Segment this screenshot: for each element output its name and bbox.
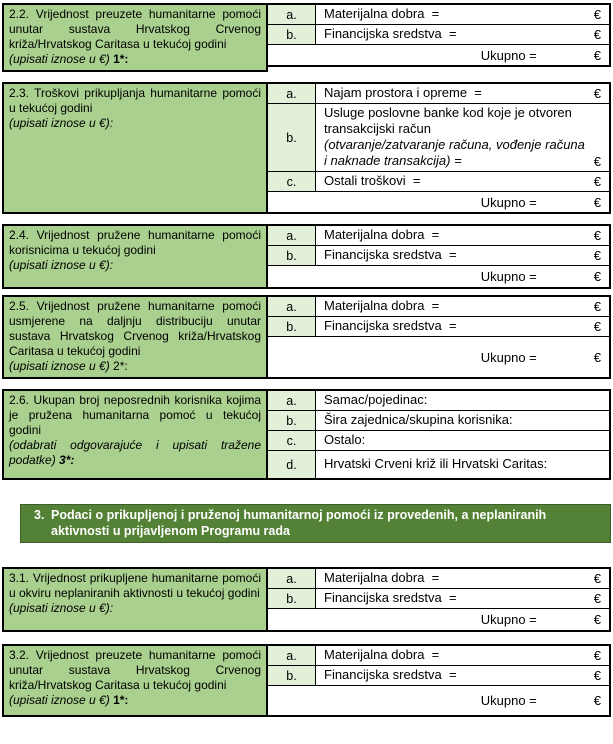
section-label-text: 2.3. Troškovi prikupljanja humanitarne pomoći u tekućoj godini	[9, 86, 261, 115]
total-cell[interactable]	[268, 609, 609, 630]
label-note-segment: (upisati iznose u €)	[9, 693, 110, 707]
section-3.2	[2, 644, 611, 717]
row-text-segment: Ostali troškovi =	[324, 173, 421, 188]
row-letter-cell	[268, 646, 316, 665]
row-value-cell[interactable]	[316, 246, 609, 265]
row-text-segment: Financijska sredstva =	[324, 590, 457, 605]
euro-sign: €	[593, 248, 601, 263]
row-text	[324, 432, 589, 448]
section-table	[268, 82, 611, 214]
table-row	[268, 104, 609, 172]
table-row	[268, 317, 609, 337]
euro-sign: €	[593, 154, 601, 169]
row-text-segment: Najam prostora i opreme =	[324, 85, 482, 100]
section-table	[268, 3, 611, 67]
row-letter: b.	[286, 413, 297, 428]
row-letter: b.	[286, 130, 297, 145]
table-total-row	[268, 192, 609, 212]
row-text-segment: Materijalna dobra =	[324, 298, 440, 313]
section-label	[2, 644, 268, 717]
row-letter-cell	[268, 226, 316, 245]
section-label-note	[9, 359, 261, 374]
total-label: Ukupno =	[480, 269, 537, 284]
euro-sign: €	[593, 228, 601, 243]
row-text	[324, 26, 589, 42]
row-text-segment: Materijalna dobra =	[324, 6, 440, 21]
row-text	[324, 667, 589, 683]
label-note-segment: 1*:	[113, 693, 129, 707]
label-note-segment: 2*:	[109, 359, 128, 373]
row-letter: c.	[286, 174, 297, 189]
table-row	[268, 451, 609, 478]
row-letter: d.	[286, 457, 297, 472]
part3-header-number: 3.	[34, 508, 45, 522]
section-2.2	[2, 3, 611, 72]
table-total-row	[268, 609, 609, 630]
row-value-cell[interactable]	[316, 391, 609, 410]
row-text-segment: Samac/pojedinac:	[324, 392, 428, 407]
section-table	[268, 644, 611, 717]
row-text	[324, 227, 589, 243]
row-value-cell[interactable]	[316, 451, 609, 478]
euro-sign: €	[593, 349, 601, 365]
row-letter: a.	[286, 86, 297, 101]
row-value-cell[interactable]	[316, 84, 609, 103]
section-label-note	[9, 438, 265, 468]
row-text	[324, 456, 547, 472]
total-label: Ukupno =	[480, 612, 537, 627]
row-letter: b.	[286, 248, 297, 263]
row-text	[324, 298, 589, 314]
row-letter-cell	[268, 5, 316, 24]
row-letter-cell	[268, 451, 316, 478]
table-row	[268, 84, 609, 104]
row-letter-cell	[268, 104, 316, 171]
section-2.3	[2, 82, 611, 214]
label-note-segment: (upisati iznose u €)	[9, 52, 110, 66]
total-label: Ukupno =	[480, 693, 537, 708]
row-text	[324, 85, 589, 101]
table-total-row	[268, 45, 609, 65]
table-total-row	[268, 266, 609, 287]
row-text-segment: Hrvatski Crveni križ ili Hrvatski Caritas:	[324, 456, 548, 471]
section-label-note	[9, 601, 261, 616]
row-letter: a.	[286, 7, 297, 22]
label-note-segment: (upisati iznose u €)	[9, 359, 110, 373]
row-text-segment: Ostalo:	[324, 432, 366, 447]
euro-sign: €	[593, 86, 601, 101]
row-value-cell[interactable]	[316, 104, 609, 171]
row-letter-cell	[268, 666, 316, 685]
table-row	[268, 25, 609, 45]
row-letter: a.	[286, 571, 297, 586]
euro-sign: €	[593, 194, 601, 210]
label-note-segment: (upisati iznose u €):	[9, 116, 114, 130]
table-row	[268, 646, 609, 666]
euro-sign: €	[593, 299, 601, 314]
section-label-note	[9, 52, 261, 67]
row-text	[324, 647, 589, 663]
euro-sign: €	[593, 668, 601, 683]
table-row	[268, 172, 609, 192]
row-value-cell[interactable]	[316, 317, 609, 336]
total-cell[interactable]	[268, 686, 609, 715]
row-letter: b.	[286, 591, 297, 606]
total-cell[interactable]	[268, 192, 609, 212]
section-label-text: 2.5. Vrijednost pružene humanitarne pomoći usmjerene na daljnju distribuciju unutar sustava Hrvatskog Crvenog križa/Hrvatskog Caritasa u tekućoj godini	[9, 299, 261, 358]
euro-sign: €	[593, 7, 601, 22]
row-value-cell[interactable]	[316, 411, 609, 430]
row-text	[324, 318, 589, 334]
section-table	[268, 389, 611, 480]
row-text	[324, 6, 589, 22]
total-cell[interactable]	[268, 266, 609, 287]
row-text	[324, 590, 589, 606]
part2-sections	[2, 3, 611, 480]
row-letter-cell	[268, 25, 316, 44]
row-text-segment: Financijska sredstva =	[324, 247, 457, 262]
row-letter-cell	[268, 431, 316, 450]
part3-sections	[2, 567, 611, 717]
table-row	[268, 246, 609, 266]
part3-header	[20, 504, 611, 543]
euro-sign: €	[593, 591, 601, 606]
euro-sign: €	[593, 571, 601, 586]
table-row	[268, 5, 609, 25]
section-label	[2, 567, 268, 632]
row-value-cell[interactable]	[316, 25, 609, 44]
row-letter: b.	[286, 27, 297, 42]
section-label-text: 2.6. Ukupan broj neposrednih korisnika kojima je pružena humanitarna pomoć u tekućoj godini	[9, 393, 261, 437]
section-label	[2, 295, 268, 379]
row-text	[324, 570, 589, 586]
row-letter-cell	[268, 172, 316, 191]
row-text-segment: Financijska sredstva =	[324, 318, 457, 333]
total-cell[interactable]	[268, 45, 609, 65]
table-row	[268, 569, 609, 589]
row-letter-cell	[268, 84, 316, 103]
row-value-cell[interactable]	[316, 646, 609, 665]
table-row	[268, 226, 609, 246]
section-label-note	[9, 258, 261, 273]
section-table	[268, 295, 611, 379]
total-cell[interactable]	[268, 337, 609, 377]
row-value-cell[interactable]	[316, 666, 609, 685]
row-value-cell[interactable]	[316, 5, 609, 24]
row-letter: b.	[286, 668, 297, 683]
row-text	[324, 247, 589, 263]
euro-sign: €	[593, 174, 601, 189]
table-total-row	[268, 337, 609, 377]
row-letter-cell	[268, 411, 316, 430]
euro-sign: €	[593, 47, 601, 63]
row-letter: a.	[286, 228, 297, 243]
section-label	[2, 224, 268, 289]
section-table	[268, 567, 611, 632]
row-value-cell[interactable]	[316, 172, 609, 191]
table-row	[268, 589, 609, 609]
section-label-text: 3.2. Vrijednost preuzete humanitarne pomoći unutar sustava Hrvatskog Crvenog križa/Hrvatskog Caritasa u tekućoj godini	[9, 648, 261, 692]
row-letter-cell	[268, 317, 316, 336]
section-label-text: 2.2. Vrijednost preuzete humanitarne pomoći unutar sustava Hrvatskog Crvenog križa/Hrvatskog Caritasa u tekućoj godini	[9, 7, 261, 51]
row-value-cell[interactable]	[316, 431, 609, 450]
euro-sign: €	[593, 612, 601, 627]
row-text-segment: Financijska sredstva =	[324, 26, 457, 41]
euro-sign: €	[593, 648, 601, 663]
part3-header-title: Podaci o prikupljenoj i pruženoj humanitarnoj pomoći iz provedenih, a neplaniranih aktivnosti u prijavljenom Programu rada	[51, 508, 547, 538]
row-letter: b.	[286, 319, 297, 334]
label-note-segment: 3*:	[59, 453, 75, 467]
section-2.6	[2, 389, 611, 480]
row-letter: a.	[286, 648, 297, 663]
label-note-segment: (odabrati odgovarajuće i upisati tražene podatke)	[9, 438, 265, 467]
row-text-segment: (otvaranje/zatvaranje računa, vođenje računa i naknade transakcija) =	[324, 137, 589, 168]
row-text-segment: Šira zajednica/skupina korisnika:	[324, 412, 513, 427]
row-text	[324, 392, 589, 408]
row-letter-cell	[268, 297, 316, 316]
row-text-segment: Materijalna dobra =	[324, 570, 440, 585]
euro-sign: €	[593, 269, 601, 284]
row-letter: c.	[286, 433, 297, 448]
total-label: Ukupno =	[480, 349, 537, 365]
euro-sign: €	[593, 319, 601, 334]
section-label	[2, 389, 268, 480]
row-letter: a.	[286, 393, 297, 408]
row-text-segment: Materijalna dobra =	[324, 227, 440, 242]
table-row	[268, 411, 609, 431]
row-letter-cell	[268, 246, 316, 265]
section-label	[2, 3, 268, 72]
table-row	[268, 391, 609, 411]
section-label-note	[9, 693, 261, 708]
row-letter-cell	[268, 391, 316, 410]
total-label: Ukupno =	[480, 47, 537, 63]
section-3.1	[2, 567, 611, 632]
label-note-segment: (upisati iznose u €):	[9, 601, 114, 615]
total-label: Ukupno =	[480, 194, 537, 210]
row-letter-cell	[268, 589, 316, 608]
section-2.4	[2, 224, 611, 289]
table-row	[268, 431, 609, 451]
row-value-cell[interactable]	[316, 226, 609, 245]
table-row	[268, 297, 609, 317]
section-2.5	[2, 295, 611, 379]
row-value-cell[interactable]	[316, 569, 609, 588]
section-label-note	[9, 116, 261, 131]
label-note-segment: 1*:	[113, 52, 129, 66]
section-table	[268, 224, 611, 289]
row-letter-cell	[268, 569, 316, 588]
section-label	[2, 82, 268, 214]
row-text-segment: Usluge poslovne banke kod koje je otvoren transakcijski račun	[324, 105, 576, 136]
row-text	[324, 173, 589, 189]
row-text-segment: Materijalna dobra =	[324, 647, 440, 662]
row-value-cell[interactable]	[316, 589, 609, 608]
row-value-cell[interactable]	[316, 297, 609, 316]
label-note-segment: (upisati iznose u €):	[9, 258, 114, 272]
section-label-text: 3.1. Vrijednost prikupljene humanitarne pomoći u okviru neplaniranih aktivnosti u tekućoj godini	[9, 571, 261, 600]
row-text	[324, 105, 589, 169]
section-label-text: 2.4. Vrijednost pružene humanitarne pomoći korisnicima u tekućoj godini	[9, 228, 261, 257]
row-text	[324, 412, 589, 428]
row-text-segment: Financijska sredstva =	[324, 667, 457, 682]
euro-sign: €	[593, 27, 601, 42]
row-letter: a.	[286, 299, 297, 314]
table-row	[268, 666, 609, 686]
euro-sign: €	[593, 693, 601, 708]
table-total-row	[268, 686, 609, 715]
